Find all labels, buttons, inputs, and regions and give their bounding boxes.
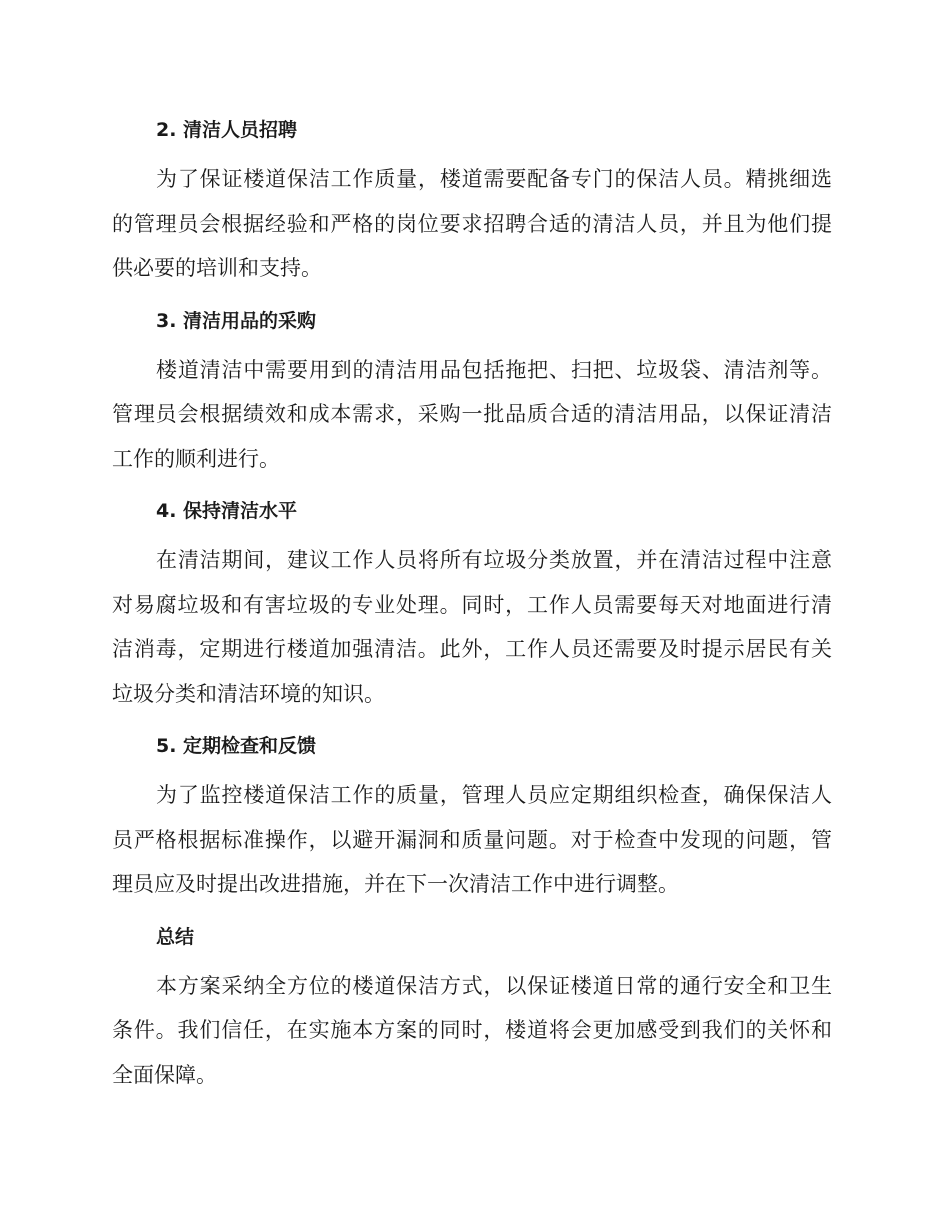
paragraph-line: 本方案采纳全方位的楼道保洁方式，以保证楼道日常的通行安全和卫生 [156,973,832,998]
paragraph-line: 为了保证楼道保洁工作质量，楼道需要配备专门的保洁人员。精挑细选 [156,167,832,191]
section-heading-recruitment: 2. 清洁人员招聘 [156,119,298,141]
paragraph-line: 对易腐垃圾和有害垃圾的专业处理。同时，工作人员需要每天对地面进行清 [112,592,832,617]
paragraph-line: 条件。我们信任，在实施本方案的同时，楼道将会更加感受到我们的关怀和 [112,1018,832,1042]
section-paragraph-summary [112,964,832,1098]
paragraph-line: 为了监控楼道保洁工作的质量，管理人员应定期组织检查，确保保洁人 [156,783,832,807]
paragraph-line: 全面保障。 [112,1062,217,1087]
section-paragraph-cleanliness [112,538,832,716]
section-heading-inspection: 5. 定期检查和反馈 [156,735,317,757]
paragraph-line: 垃圾分类和清洁环境的知识。 [112,681,385,706]
paragraph-line: 供必要的培训和支持。 [112,256,322,280]
section-heading-cleanliness: 4. 保持清洁水平 [156,500,298,522]
paragraph-line: 工作的顺利进行。 [112,446,280,471]
document-body [112,108,832,1105]
section-paragraph-inspection [112,773,832,907]
paragraph-line: 在清洁期间，建议工作人员将所有垃圾分类放置，并在清洁过程中注意 [156,548,832,572]
paragraph-line: 员严格根据标准操作，以避开漏洞和质量问题。对于检查中发现的问题，管 [112,827,832,852]
section-paragraph-supplies [112,348,832,482]
paragraph-line: 管理员会根据绩效和成本需求，采购一批品质合适的清洁用品，以保证清洁 [112,402,832,426]
section-heading-supplies: 3. 清洁用品的采购 [156,309,317,332]
paragraph-line: 的管理员会根据经验和严格的岗位要求招聘合适的清洁人员，并且为他们提 [112,211,832,236]
section-heading-summary: 总结 [156,925,195,948]
paragraph-line: 洁消毒，定期进行楼道加强清洁。此外，工作人员还需要及时提示居民有关 [112,637,832,661]
paragraph-line: 楼道清洁中需要用到的清洁用品包括拖把、扫把、垃圾袋、清洁剂等。 [156,357,832,382]
paragraph-line: 理员应及时提出改进措施，并在下一次清洁工作中进行调整。 [112,872,679,896]
section-paragraph-recruitment [112,157,832,291]
